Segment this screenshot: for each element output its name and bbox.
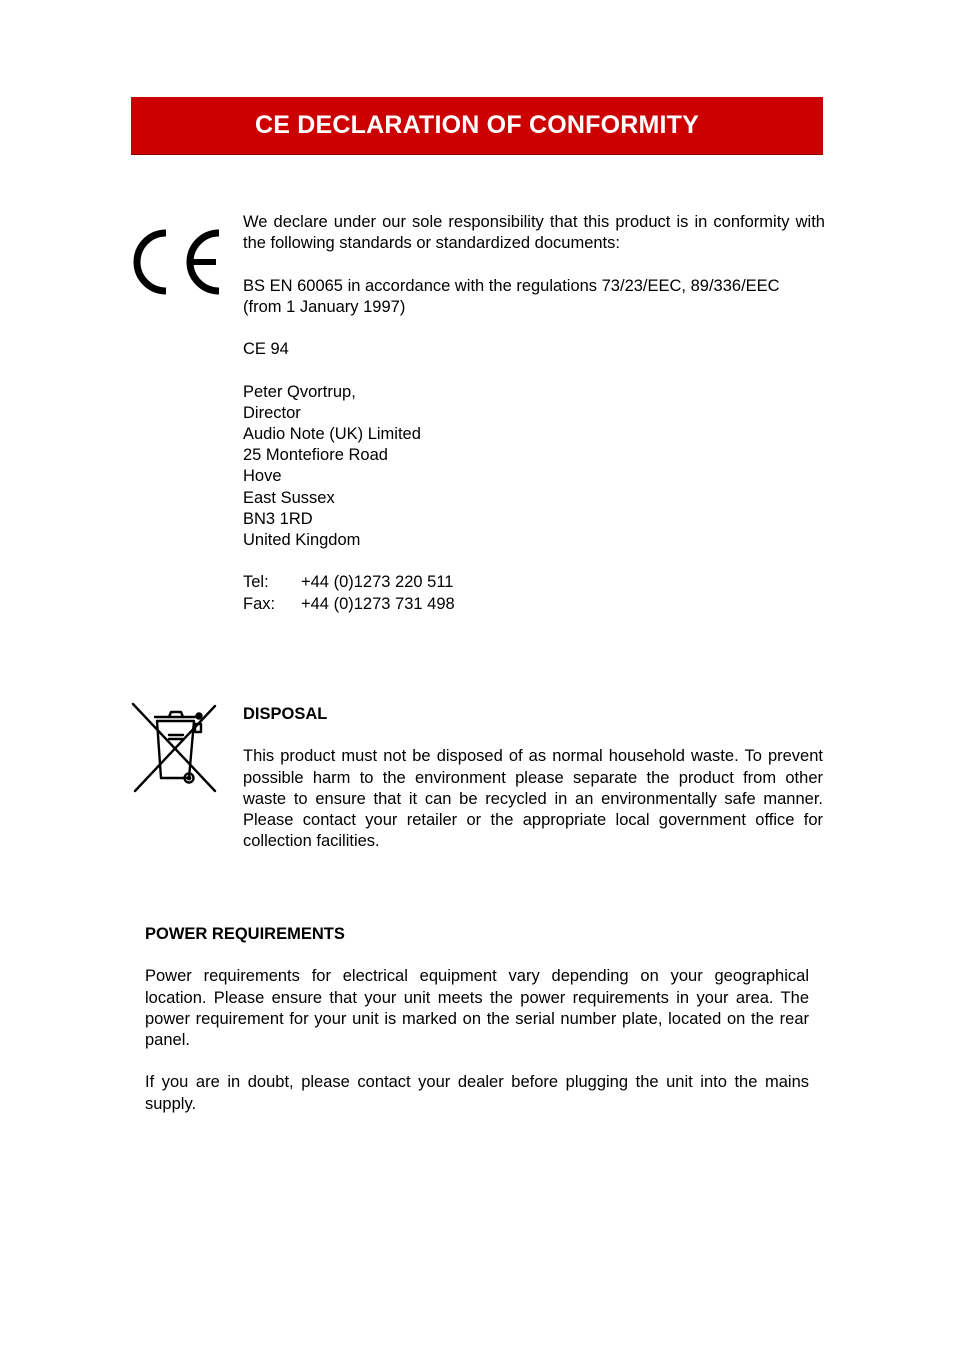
- address-line: Hove: [243, 467, 282, 486]
- contact-tel: [243, 572, 825, 593]
- address-line: Director: [243, 403, 301, 422]
- declaration-section: [243, 212, 825, 615]
- disposal-body: This product must not be disposed of as normal household waste. To prevent possible harm to the environment please separate the product from other waste to ensure that it can be recycled in an environmentally safe manner. Please contact your retailer or the appropriate local government office for collection facilities.: [243, 747, 823, 851]
- address-line: BN3 1RD: [243, 509, 313, 528]
- contact-label: Tel:: [243, 573, 269, 592]
- signatory-address: [243, 382, 825, 552]
- power-section: [145, 924, 809, 1115]
- contact-fax: [243, 594, 825, 615]
- standard-line: BS EN 60065 in accordance with the regulations 73/23/EEC, 89/336/EEC: [243, 276, 780, 295]
- address-line: Audio Note (UK) Limited: [243, 424, 421, 443]
- address-line: East Sussex: [243, 488, 335, 507]
- address-line: Peter Qvortrup,: [243, 382, 356, 401]
- power-heading: POWER REQUIREMENTS: [145, 925, 345, 943]
- ce-mark-icon: [132, 226, 224, 298]
- page-title: CE DECLARATION OF CONFORMITY: [254, 111, 699, 139]
- contact-value: +44 (0)1273 220 511: [301, 573, 454, 592]
- contact-value: +44 (0)1273 731 498: [301, 594, 455, 613]
- crossed-out-wheelie-bin-icon: [131, 702, 217, 794]
- address-line: United Kingdom: [243, 531, 361, 549]
- disposal-section: [243, 704, 823, 852]
- declaration-intro: We declare under our sole responsibility that this product is in conformity with the following standards or standardized documents:: [243, 213, 825, 253]
- ce-code: CE 94: [243, 340, 289, 359]
- contact-label: Fax:: [243, 594, 276, 613]
- power-paragraph-2: If you are in doubt, please contact your dealer before plugging the unit into the mains supply.: [145, 1073, 809, 1113]
- disposal-heading: DISPOSAL: [243, 705, 328, 723]
- power-paragraph-1: Power requirements for electrical equipment vary depending on your geographical location. Please ensure that your unit meets the power requirements in your area. The power requirement for your unit is marked on the serial number plate, located on the rear panel.: [145, 967, 809, 1049]
- address-line: 25 Montefiore Road: [243, 446, 388, 465]
- title-banner: [131, 97, 823, 155]
- standard-date: (from 1 January 1997): [243, 297, 406, 316]
